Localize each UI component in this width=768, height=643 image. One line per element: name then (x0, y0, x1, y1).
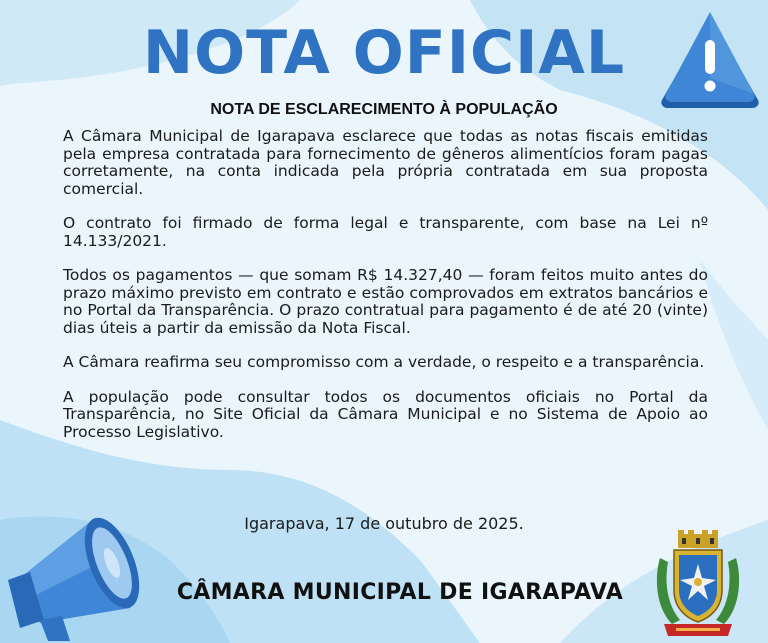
institution-name: CÂMARA MUNICIPAL DE IGARAPAVA (176, 580, 624, 605)
paragraph-payments-statement: A Câmara Municipal de Igarapava esclarece que todas as notas fiscais emitidas pela empresa contratada para fornecimento de gêneros alimentícios foram pagas corretamente, na conta indicada pela própria contratada em sua proposta comercial. (63, 127, 708, 198)
page-title: NOTA OFICIAL (142, 18, 626, 88)
date-line: Igarapava, 17 de outubro de 2025. (244, 514, 524, 533)
paragraph-commitment: A Câmara reafirma seu compromisso com a verdade, o respeito e a transparência. (63, 353, 705, 371)
megaphone-icon (0, 498, 170, 643)
page-subtitle: NOTA DE ESCLARECIMENTO À POPULAÇÃO (210, 101, 558, 118)
coat-of-arms-icon (650, 528, 746, 640)
paragraph-payment-total: Todos os pagamentos — que somam R$ 14.327,40 — foram feitos muito antes do prazo máximo previsto em contrato e estão comprovados em extratos bancários e no Portal da Transparência. O prazo contratual para pagamento é de até 20 (vinte) dias úteis a partir da emissão da Nota Fiscal. (63, 266, 708, 337)
notice-body (63, 128, 708, 458)
paragraph-contract-law: O contrato foi firmado de forma legal e transparente, com base na Lei nº 14.133/2021. (63, 214, 708, 250)
paragraph-consult-documents: A população pode consultar todos os documentos oficiais no Portal da Transparência, no Site Oficial da Câmara Municipal e no Sistema de Apoio ao Processo Legislativo. (63, 387, 708, 441)
warning-icon (654, 8, 766, 112)
